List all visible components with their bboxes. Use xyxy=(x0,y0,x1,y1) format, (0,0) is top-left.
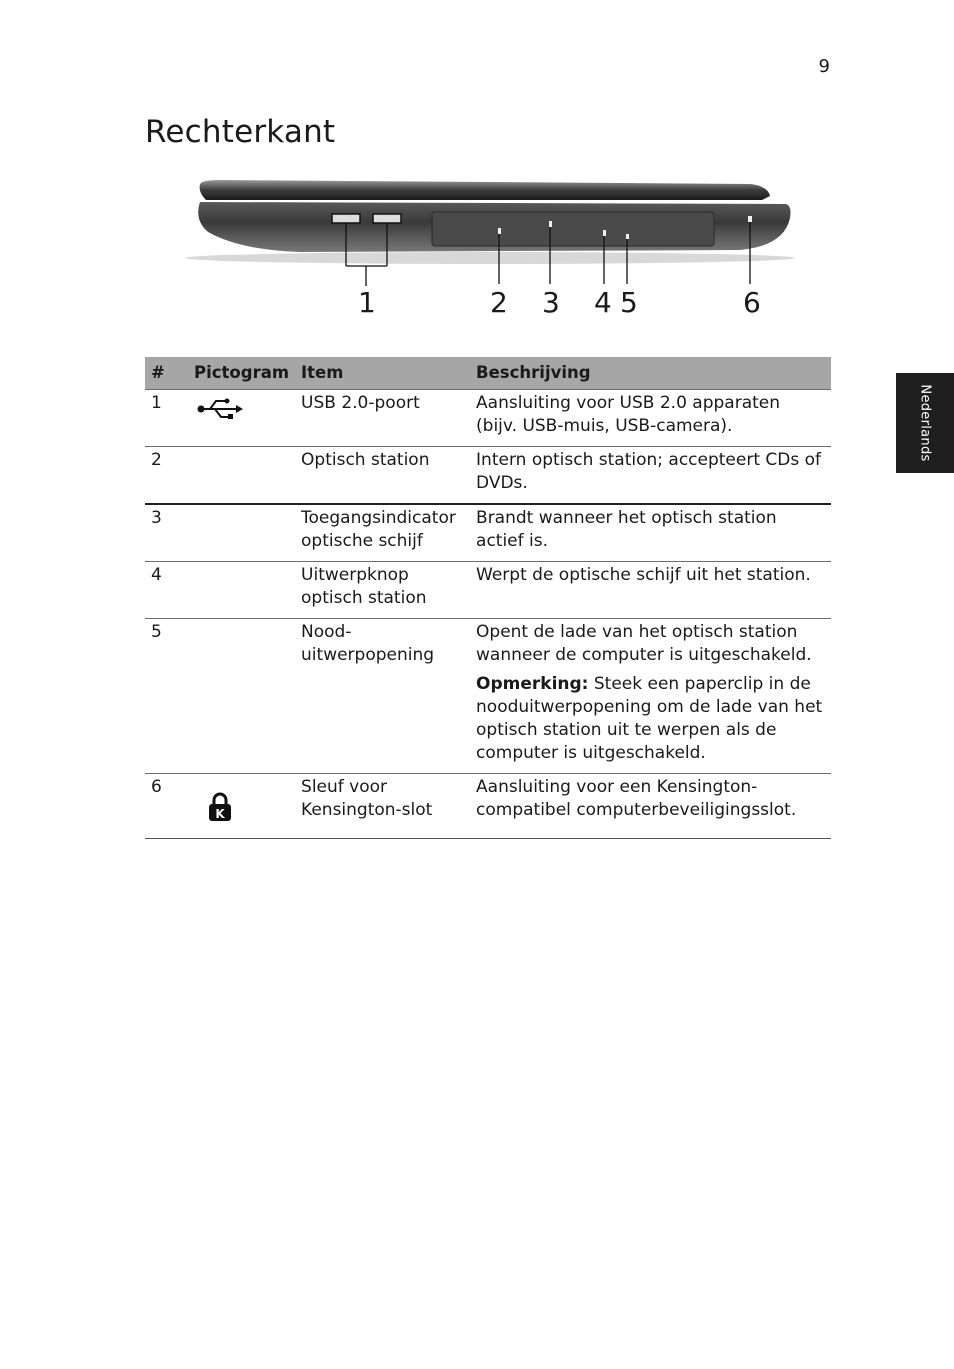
row-number: 2 xyxy=(145,447,188,505)
row-icon-cell xyxy=(188,504,295,562)
callout-5: 5 xyxy=(620,286,638,319)
header-description: Beschrijving xyxy=(470,357,831,390)
row-description: Brandt wanneer het optisch station actief is. xyxy=(470,504,831,562)
emergency-eject-hole xyxy=(626,234,629,239)
page-title: Rechterkant xyxy=(145,114,336,150)
row-description: Aansluiting voor USB 2.0 apparaten (bijv. USB-muis, USB-camera). xyxy=(470,390,831,447)
row-description: Werpt de optische schijf uit het station. xyxy=(470,562,831,619)
right-side-specs-table xyxy=(145,357,831,839)
callout-2: 2 xyxy=(490,286,508,319)
row-item: Uitwerpknop optisch station xyxy=(295,562,470,619)
row-icon-cell xyxy=(188,447,295,505)
header-number: # xyxy=(145,357,188,390)
row-item: Toegangsindicator optische schijf xyxy=(295,504,470,562)
header-item: Item xyxy=(295,357,470,390)
usb-port-1 xyxy=(332,214,360,223)
callout-3: 3 xyxy=(542,286,560,319)
table-row xyxy=(145,562,831,619)
page-number: 9 xyxy=(818,56,830,77)
note-text: Steek een paperclip in de nooduitwerpopening om de lade van het optisch station uit te werpen als de computer is uitgeschakeld. xyxy=(476,674,823,763)
drive-indicator-led xyxy=(549,221,552,227)
laptop-right-side-illustration xyxy=(180,170,810,330)
row-description xyxy=(470,619,831,774)
note-label: Opmerking: xyxy=(476,674,589,694)
optical-drive-tray xyxy=(432,212,714,246)
row-description: Intern optisch station; accepteert CDs of DVDs. xyxy=(470,447,831,505)
table-row xyxy=(145,619,831,774)
table-row xyxy=(145,504,831,562)
row-number: 4 xyxy=(145,562,188,619)
row-number: 5 xyxy=(145,619,188,774)
row-icon-cell xyxy=(188,774,295,839)
table-row xyxy=(145,390,831,447)
svg-text:K: K xyxy=(215,807,225,821)
row-description-text: Opent de lade van het optisch station wanneer de computer is uitgeschakeld. xyxy=(476,622,812,665)
laptop-lid xyxy=(200,180,770,200)
row-number: 6 xyxy=(145,774,188,839)
row-icon-cell xyxy=(188,390,295,447)
row-number: 1 xyxy=(145,390,188,447)
eject-button xyxy=(603,230,606,236)
row-icon-cell xyxy=(188,619,295,774)
row-number: 3 xyxy=(145,504,188,562)
row-item: USB 2.0-poort xyxy=(295,390,470,447)
table-header-row xyxy=(145,357,831,390)
row-description: Aansluiting voor een Kensington-compatibel computerbeveiligingsslot. xyxy=(470,774,831,839)
header-icon: Pictogram xyxy=(188,357,295,390)
row-item: Nood-uitwerpopening xyxy=(295,619,470,774)
side-tab-label: Nederlands xyxy=(917,384,933,462)
language-side-tab xyxy=(896,373,954,473)
table-row xyxy=(145,447,831,505)
kensington-lock-icon xyxy=(208,792,232,822)
table-row xyxy=(145,774,831,839)
row-note xyxy=(476,673,825,765)
row-icon-cell xyxy=(188,562,295,619)
callout-4: 4 xyxy=(594,286,612,319)
row-item: Optisch station xyxy=(295,447,470,505)
kensington-slot xyxy=(748,216,752,222)
optical-drive-marker xyxy=(498,228,501,234)
callout-6: 6 xyxy=(743,286,761,319)
usb-port-2 xyxy=(373,214,401,223)
usb-icon xyxy=(196,396,246,422)
row-item: Sleuf voor Kensington-slot xyxy=(295,774,470,839)
callout-1: 1 xyxy=(358,286,376,319)
